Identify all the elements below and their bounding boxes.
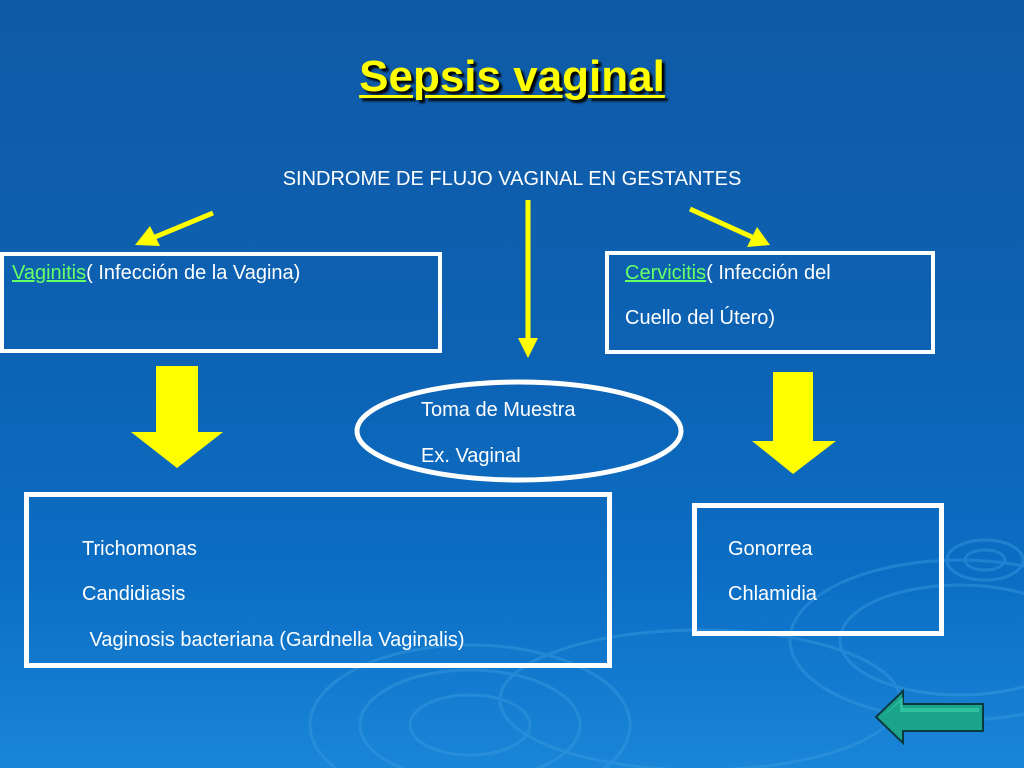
cause-candidiasis: Candidiasis xyxy=(82,583,186,605)
cervicitis-description: ( Infección del xyxy=(706,262,831,284)
arrow-to-vaginitis xyxy=(135,213,213,246)
cervicitis-link[interactable]: Cervicitis xyxy=(625,262,707,284)
arrow-to-sample xyxy=(518,200,538,358)
block-arrow-right xyxy=(752,372,836,474)
cause-gonorrea: Gonorrea xyxy=(728,538,813,560)
block-arrow-left xyxy=(131,366,223,468)
slide-subtitle: SINDROME DE FLUJO VAGINAL EN GESTANTES xyxy=(282,168,742,190)
cervicitis-label-line2: Cuello del Útero) xyxy=(625,307,776,329)
sample-line1: Toma de Muestra xyxy=(421,399,576,421)
arrow-to-cervicitis xyxy=(690,209,770,247)
vaginitis-link[interactable]: Vaginitis xyxy=(12,262,87,284)
left-arrow-icon xyxy=(876,691,983,743)
back-button[interactable] xyxy=(873,688,989,750)
cause-vaginosis: Vaginosis bacteriana (Gardnella Vaginalis) xyxy=(84,629,465,651)
vaginitis-label xyxy=(12,262,300,285)
cervicitis-label-line1 xyxy=(625,262,831,285)
cause-chlamidia: Chlamidia xyxy=(728,583,817,605)
sample-line2: Ex. Vaginal xyxy=(421,445,521,467)
slide-title: Sepsis vaginal xyxy=(359,52,665,101)
cause-trichomonas: Trichomonas xyxy=(82,538,197,560)
vaginitis-description: ( Infección de la Vagina) xyxy=(86,262,301,284)
cervicitis-causes-box xyxy=(692,503,944,636)
